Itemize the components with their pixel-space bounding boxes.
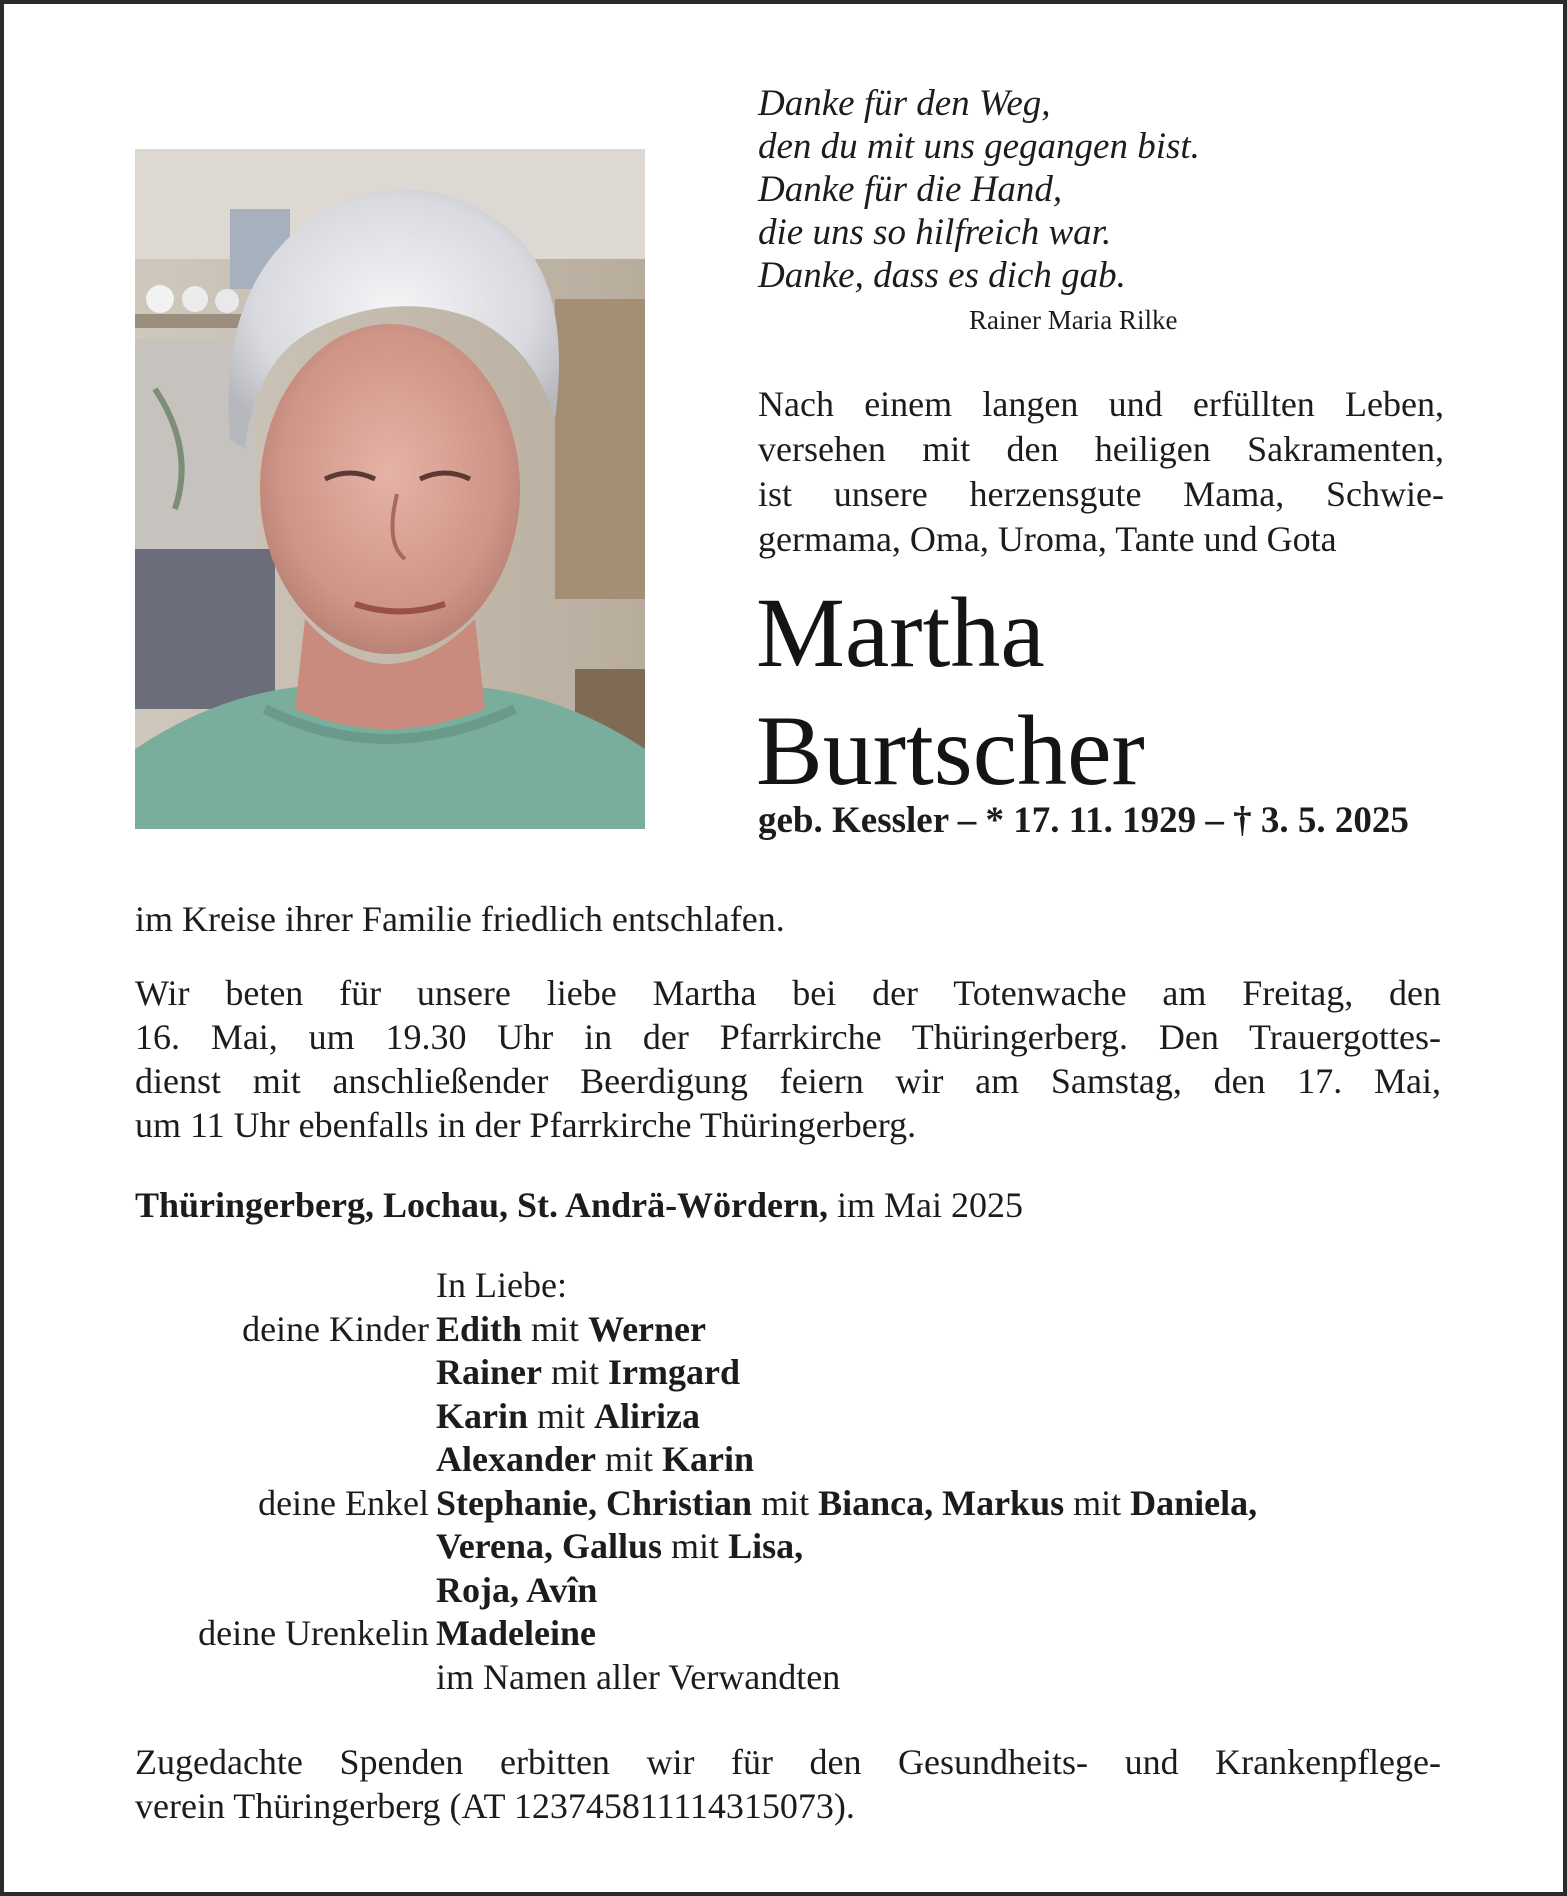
donation-line: Zugedachte Spenden erbitten wir für den Gesundheits- und Krankenpflege-: [135, 1742, 1441, 1782]
family-row-names: [436, 1308, 706, 1352]
place-date-line: [135, 1183, 1023, 1227]
poem: [758, 82, 1458, 297]
family-row-names: [436, 1656, 840, 1700]
portrait-photo: [135, 149, 645, 829]
family-member-name: Werner: [588, 1308, 707, 1349]
poem-author: Rainer Maria Rilke: [969, 305, 1178, 335]
family-row-names: [436, 1482, 1257, 1526]
family-intro-row: [4, 1264, 1567, 1308]
poem-line: Danke für den Weg,: [758, 83, 1051, 124]
poem-line: den du mit uns gegangen bist.: [758, 126, 1200, 167]
family-member-name: Alexander: [436, 1439, 596, 1479]
family-member-name: Daniela,: [1130, 1482, 1258, 1523]
family-member-name: Rainer: [436, 1352, 542, 1392]
service-line: um 11 Uhr ebenfalls in der Pfarrkirche Thüringerberg.: [135, 1105, 917, 1145]
first-name: Martha: [756, 577, 1045, 688]
family-member-name: Aliriza: [594, 1395, 700, 1436]
family-connector: mit: [662, 1526, 729, 1566]
family-row: [4, 1482, 1567, 1526]
family-list: [4, 1264, 1567, 1699]
paragraph-service: [135, 971, 1441, 1147]
family-row: [4, 1612, 1567, 1656]
family-connector: mit: [595, 1439, 662, 1479]
family-member-name: Irmgard: [608, 1352, 740, 1392]
family-row: [4, 1438, 1567, 1482]
family-row-names: [436, 1612, 596, 1656]
intro-line: versehen mit den heiligen Sakramenten,: [758, 429, 1444, 469]
intro-line: germama, Oma, Uroma, Tante und Gota: [758, 519, 1337, 559]
family-member-name: Roja, Avîn: [436, 1569, 598, 1610]
place-names: Thüringerberg, Lochau, St. Andrä-Wördern,: [135, 1185, 829, 1225]
service-line: dienst mit anschließender Beerdigung feiern wir am Samstag, den 17. Mai,: [135, 1061, 1441, 1101]
family-member-name: Madeleine: [436, 1613, 596, 1653]
family-row: [4, 1308, 1567, 1352]
family-row-names: [436, 1525, 803, 1569]
family-row-names: [436, 1395, 700, 1439]
family-row-names: [436, 1351, 740, 1395]
family-connector: mit: [1064, 1482, 1131, 1523]
family-member-name: Stephanie, Christian: [436, 1482, 753, 1523]
family-row: [4, 1351, 1567, 1395]
donation-note: [135, 1740, 1441, 1828]
intro-text: [758, 382, 1444, 562]
service-line: Wir beten für unsere liebe Martha bei der Totenwache am Freitag, den: [135, 973, 1441, 1013]
service-line: 16. Mai, um 19.30 Uhr in der Pfarrkirche Thüringerberg. Den Trauergottes-: [135, 1017, 1441, 1057]
family-row-label: deine Enkel: [258, 1482, 429, 1523]
family-connector: mit: [752, 1482, 819, 1523]
family-connector: im Namen aller Verwandten: [436, 1656, 841, 1697]
birth-death-dates: geb. Kessler – * 17. 11. 1929 – † 3. 5. 2025: [758, 800, 1409, 841]
family-rows: [4, 1308, 1567, 1700]
poem-line: Danke, dass es dich gab.: [758, 255, 1126, 296]
intro-line: Nach einem langen und erfüllten Leben,: [758, 384, 1444, 424]
family-row: [4, 1569, 1567, 1613]
family-row: [4, 1395, 1567, 1439]
donation-line: verein Thüringerberg (AT 123745811114315073).: [135, 1786, 855, 1826]
family-connector: mit: [528, 1395, 595, 1436]
place-date: im Mai 2025: [828, 1185, 1024, 1225]
deceased-name: [756, 574, 1145, 810]
family-row: [4, 1525, 1567, 1569]
family-intro: In Liebe:: [436, 1265, 567, 1305]
family-row: [4, 1656, 1567, 1700]
family-row-label: deine Urenkelin: [198, 1613, 429, 1653]
poem-line: Danke für die Hand,: [758, 169, 1063, 210]
family-member-name: Edith: [436, 1308, 523, 1349]
family-member-name: Bianca, Markus: [818, 1482, 1065, 1523]
family-row-label: deine Kinder: [242, 1308, 429, 1349]
family-row-names: [436, 1569, 597, 1613]
family-member-name: Lisa,: [728, 1526, 804, 1566]
family-member-name: Karin: [662, 1439, 755, 1479]
family-connector: mit: [541, 1352, 608, 1392]
family-row-names: [436, 1438, 754, 1482]
family-member-name: Karin: [436, 1395, 529, 1436]
poem-line: die uns so hilfreich war.: [758, 212, 1112, 253]
last-name: Burtscher: [756, 695, 1145, 806]
portrait-image: [135, 149, 645, 829]
family-member-name: Verena, Gallus: [436, 1526, 663, 1566]
family-connector: mit: [522, 1308, 589, 1349]
intro-line: ist unsere herzensgute Mama, Schwie-: [758, 474, 1444, 514]
paragraph-passing: im Kreise ihrer Familie friedlich entschlafen.: [135, 899, 785, 939]
